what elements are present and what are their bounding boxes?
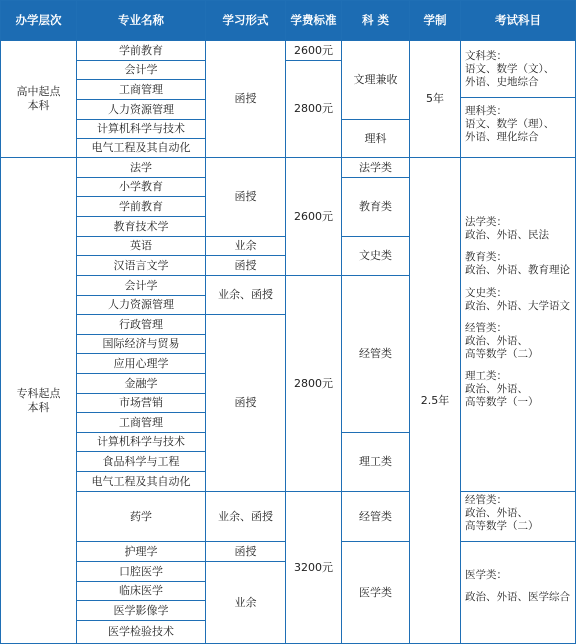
category-cell: 教育类 — [341, 177, 410, 237]
fee-cell: 2600元 — [285, 40, 342, 61]
category-cell: 经管类 — [341, 275, 410, 433]
major-cell: 市场营销 — [76, 393, 206, 413]
duration-cell: 2.5年 — [409, 157, 461, 644]
major-cell: 食品科学与工程 — [76, 451, 206, 472]
category-cell: 理科 — [341, 119, 410, 158]
major-cell: 工商管理 — [76, 412, 206, 433]
exam-line: 教育类： — [465, 251, 507, 264]
major-cell: 学前教育 — [76, 40, 206, 61]
exam-line: 政治、外语、大学语文 — [465, 299, 570, 312]
major-cell: 应用心理学 — [76, 353, 206, 374]
major-cell: 学前教育 — [76, 196, 206, 217]
form-cell: 函授 — [205, 314, 286, 492]
level-label: 本科 — [27, 99, 50, 112]
major-cell: 会计学 — [76, 275, 206, 296]
category-cell: 法学类 — [341, 157, 410, 178]
header-level: 办学层次 — [0, 0, 77, 41]
exam-line: 高等数学（一） — [465, 396, 539, 409]
exam-cell — [460, 157, 576, 492]
exam-cell — [460, 541, 576, 644]
form-cell: 函授 — [205, 541, 286, 562]
major-cell: 医学影像学 — [76, 600, 206, 621]
major-cell: 教育技术学 — [76, 216, 206, 237]
exam-line: 高等数学（二） — [465, 520, 539, 533]
header-exam: 考试科目 — [460, 0, 576, 41]
exam-line: 文科类： — [465, 50, 507, 62]
exam-line: 语文、数学（理）、 — [465, 118, 555, 131]
major-cell: 人力资源管理 — [76, 99, 206, 120]
level-label: 本科 — [27, 400, 50, 414]
level-label: 专科起点 — [16, 386, 61, 400]
level-cell — [0, 157, 77, 644]
major-cell: 工商管理 — [76, 79, 206, 100]
header-category: 科 类 — [341, 0, 410, 41]
exam-line: 医学类： — [465, 569, 507, 581]
fee-cell: 2600元 — [285, 157, 342, 276]
form-cell: 函授 — [205, 255, 286, 276]
exam-line: 政治、外语、民法 — [465, 229, 549, 242]
exam-line: 政治、外语、 — [465, 383, 528, 396]
major-cell: 计算机科学与技术 — [76, 119, 206, 139]
exam-cell — [460, 97, 576, 158]
fee-cell: 2800元 — [285, 60, 342, 158]
exam-line: 经管类： — [465, 494, 507, 506]
category-cell: 经管类 — [341, 491, 410, 542]
form-cell: 业余 — [205, 561, 286, 644]
form-cell: 业余 — [205, 236, 286, 256]
category-cell: 文史类 — [341, 236, 410, 276]
exam-line: 政治、外语、 — [465, 334, 528, 347]
level-cell — [0, 40, 77, 158]
exam-line: 经管类： — [465, 321, 507, 334]
major-cell: 英语 — [76, 236, 206, 256]
major-cell: 行政管理 — [76, 314, 206, 335]
major-cell: 电气工程及其自动化 — [76, 138, 206, 158]
fee-cell: 3200元 — [285, 491, 342, 644]
exam-line: 理科类： — [465, 105, 507, 117]
exam-line: 法学类： — [465, 216, 507, 228]
form-cell: 函授 — [205, 157, 286, 237]
exam-cell — [460, 491, 576, 542]
major-cell: 金融学 — [76, 373, 206, 394]
form-cell: 函授 — [205, 40, 286, 158]
exam-line: 理工类： — [465, 370, 507, 383]
form-cell: 业余、函授 — [205, 491, 286, 542]
exam-line: 外语、理化综合 — [465, 131, 539, 144]
category-cell: 理工类 — [341, 432, 410, 492]
level-label: 高中起点 — [16, 85, 61, 99]
exam-line: 高等数学（二） — [465, 348, 539, 360]
form-cell: 业余、函授 — [205, 275, 286, 315]
major-cell: 法学 — [76, 157, 206, 178]
major-cell: 电气工程及其自动化 — [76, 471, 206, 492]
exam-line: 文史类： — [465, 286, 507, 299]
duration-cell: 5年 — [409, 40, 461, 158]
exam-cell — [460, 40, 576, 98]
exam-line: 政治、外语、 — [465, 507, 528, 520]
major-cell: 小学教育 — [76, 177, 206, 197]
header-fee: 学费标准 — [285, 0, 342, 41]
major-cell: 人力资源管理 — [76, 295, 206, 315]
category-cell: 医学类 — [341, 541, 410, 644]
major-cell: 会计学 — [76, 60, 206, 80]
exam-line: 外语、史地综合 — [465, 76, 539, 89]
major-cell: 护理学 — [76, 541, 206, 562]
major-cell: 口腔医学 — [76, 561, 206, 582]
category-cell: 文理兼收 — [341, 40, 410, 120]
major-cell: 药学 — [76, 491, 206, 542]
major-cell: 计算机科学与技术 — [76, 432, 206, 452]
major-cell: 医学检验技术 — [76, 620, 206, 644]
header-duration: 学制 — [409, 0, 461, 41]
exam-line: 政治、外语、教育理论 — [465, 264, 570, 277]
exam-line: 政治、外语、医学综合 — [465, 591, 570, 604]
major-cell: 国际经济与贸易 — [76, 334, 206, 354]
major-cell: 临床医学 — [76, 581, 206, 601]
header-form: 学习形式 — [205, 0, 286, 41]
header-major: 专业名称 — [76, 0, 206, 41]
major-cell: 汉语言文学 — [76, 255, 206, 276]
fee-cell: 2800元 — [285, 275, 342, 492]
exam-line: 语文、数学（文）、 — [465, 63, 555, 76]
